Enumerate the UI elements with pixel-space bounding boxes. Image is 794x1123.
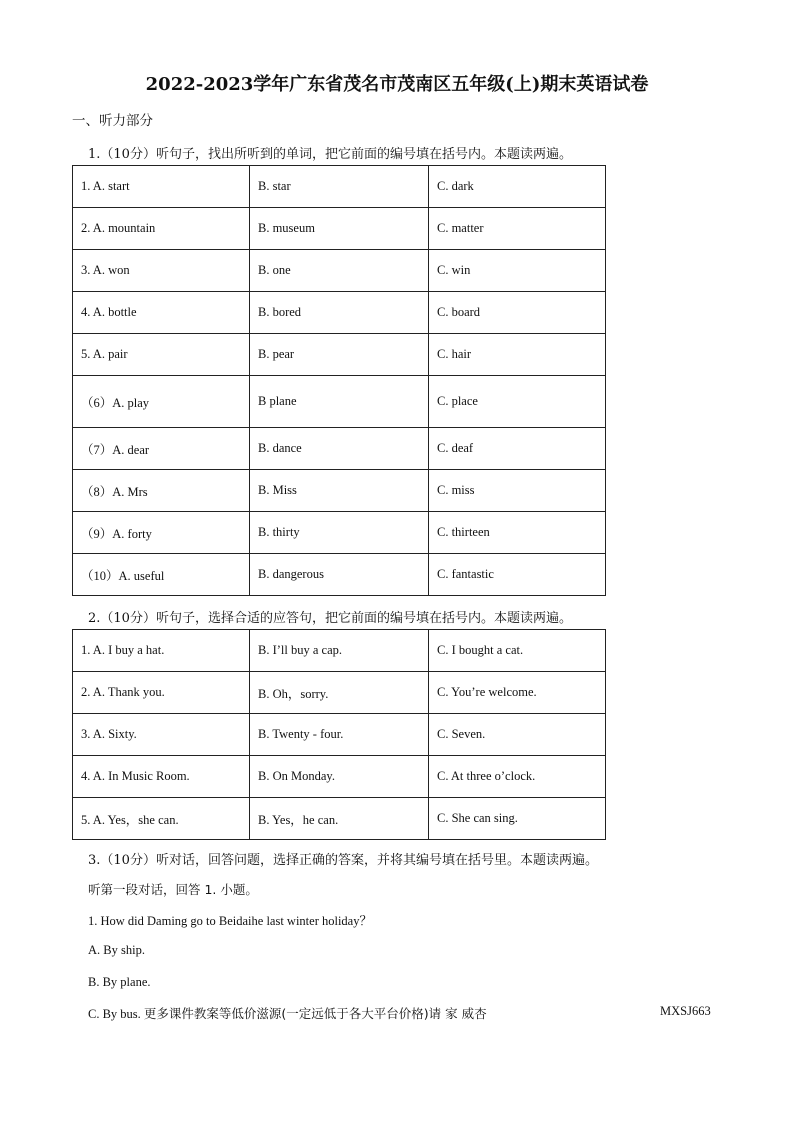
table-cell: C. At three o’clock. — [429, 756, 606, 798]
table-cell: B. bored — [250, 292, 429, 334]
table-row — [73, 208, 606, 250]
table-cell: （10）A. useful — [73, 554, 250, 596]
table-cell: （7）A. dear — [73, 428, 250, 470]
option-c: C. By bus. — [88, 1007, 141, 1021]
table-row — [73, 714, 606, 756]
table-cell: B. museum — [250, 208, 429, 250]
page-title: 2022-2023学年广东省茂名市茂南区五年级(上)期末英语试卷 — [145, 74, 649, 95]
table-cell: 2. A. mountain — [73, 208, 250, 250]
option-b: B. By plane. — [88, 975, 151, 989]
table-row — [73, 630, 606, 672]
table-cell: （8）A. Mrs — [73, 470, 250, 512]
table-cell: （6）A. play — [73, 376, 250, 428]
section-heading: 一、听力部分 — [72, 113, 153, 129]
table-cell: C. thirteen — [429, 512, 606, 554]
table-cell: C. miss — [429, 470, 606, 512]
table-cell: C. Seven. — [429, 714, 606, 756]
table-row — [73, 292, 606, 334]
table-cell: B. I’ll buy a cap. — [250, 630, 429, 672]
table-cell: 5. A. pair — [73, 334, 250, 376]
table-cell: 3. A. Sixty. — [73, 714, 250, 756]
table-cell: C. win — [429, 250, 606, 292]
table-cell: C. deaf — [429, 428, 606, 470]
table-cell: 5. A. Yes，she can. — [73, 798, 250, 840]
table-cell: B. On Monday. — [250, 756, 429, 798]
table-row — [73, 756, 606, 798]
question-3-text: 1. How did Daming go to Beidaihe last winter holiday？ — [88, 914, 372, 928]
option-c-line — [88, 1004, 487, 1022]
table-cell: C. You’re welcome. — [429, 672, 606, 714]
footer-code: MXSJ663 — [660, 1004, 711, 1018]
footer-notice: 更多课件教案等低价滋源(一定远低于各大平台价格)请 家 威杏 — [143, 1006, 487, 1021]
table-cell: C. I bought a cat. — [429, 630, 606, 672]
table-cell: B. Oh，sorry. — [250, 672, 429, 714]
question-3-subheading: 听第一段对话，回答 1. 小题。 — [88, 882, 258, 897]
table-cell: C. hair — [429, 334, 606, 376]
table-cell: 1. A. I buy a hat. — [73, 630, 250, 672]
table-cell: 2. A. Thank you. — [73, 672, 250, 714]
question-1-table — [72, 165, 606, 596]
table-cell: B. dance — [250, 428, 429, 470]
question-2-table — [72, 629, 606, 840]
table-cell: B. thirty — [250, 512, 429, 554]
table-row — [73, 554, 606, 596]
table-cell: B. Twenty - four. — [250, 714, 429, 756]
table-row — [73, 672, 606, 714]
table-row — [73, 334, 606, 376]
table-cell: C. fantastic — [429, 554, 606, 596]
table-row — [73, 250, 606, 292]
question-3-instruction: 3.（10分）听对话，回答问题，选择正确的答案，并将其编号填在括号里。本题读两遍。 — [88, 853, 598, 868]
table-row — [73, 512, 606, 554]
option-a: A. By ship. — [88, 943, 145, 957]
table-cell: C. place — [429, 376, 606, 428]
table-row — [73, 166, 606, 208]
table-cell: B. star — [250, 166, 429, 208]
table-cell: B. dangerous — [250, 554, 429, 596]
table-row — [73, 798, 606, 840]
table-cell: 3. A. won — [73, 250, 250, 292]
table-cell: B. one — [250, 250, 429, 292]
table-cell: C. dark — [429, 166, 606, 208]
table-row — [73, 376, 606, 428]
table-cell: C. She can sing. — [429, 798, 606, 840]
table-cell: （9）A. forty — [73, 512, 250, 554]
table-cell: 1. A. start — [73, 166, 250, 208]
table-cell: B plane — [250, 376, 429, 428]
question-1-instruction: 1.（10分）听句子，找出所听到的单词，把它前面的编号填在括号内。本题读两遍。 — [88, 147, 572, 162]
table-cell: C. board — [429, 292, 606, 334]
table-cell: B. Yes，he can. — [250, 798, 429, 840]
table-cell: C. matter — [429, 208, 606, 250]
table-cell: 4. A. bottle — [73, 292, 250, 334]
table-row — [73, 470, 606, 512]
question-2-instruction: 2.（10分）听句子，选择合适的应答句，把它前面的编号填在括号内。本题读两遍。 — [88, 611, 572, 626]
table-cell: 4. A. In Music Room. — [73, 756, 250, 798]
table-row — [73, 428, 606, 470]
table-cell: B. Miss — [250, 470, 429, 512]
table-cell: B. pear — [250, 334, 429, 376]
